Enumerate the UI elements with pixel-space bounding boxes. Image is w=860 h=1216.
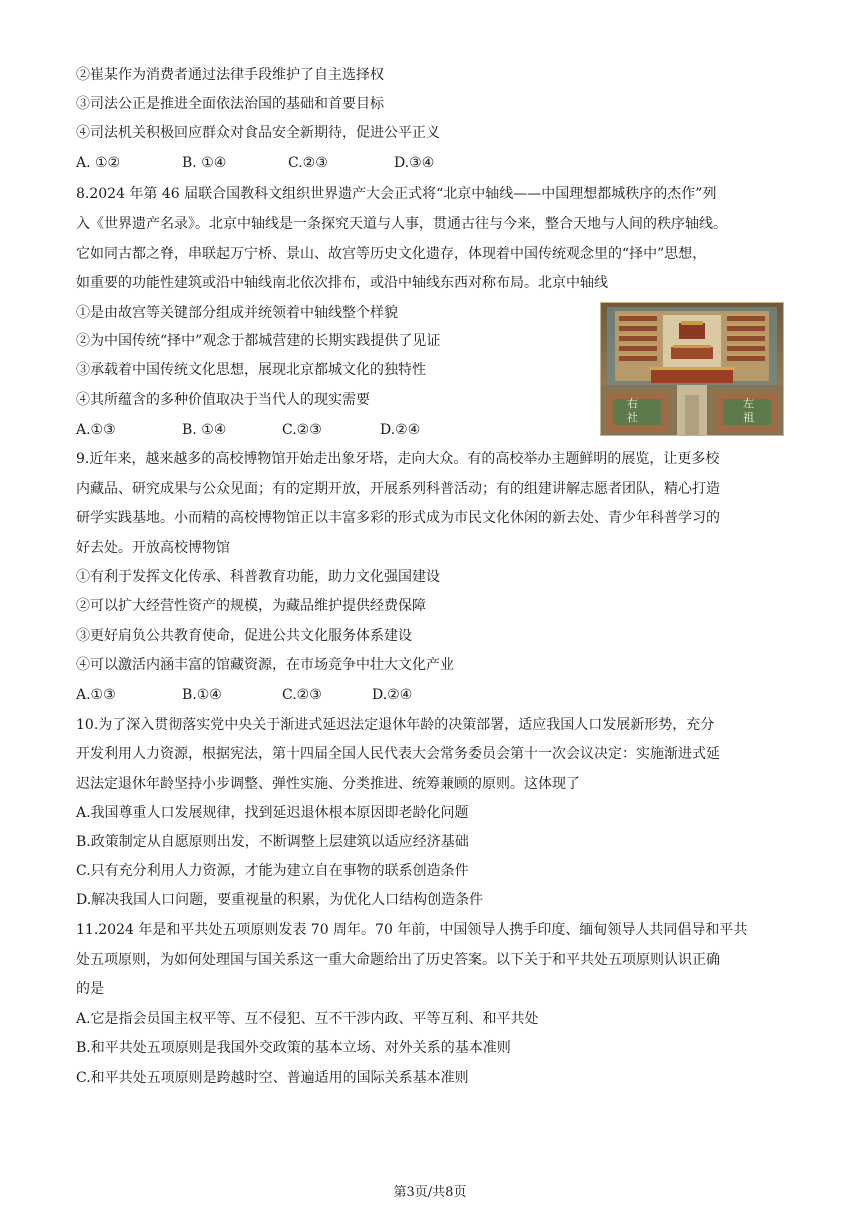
option-b: B. ①④: [182, 155, 227, 171]
prev-statement-4: ④司法机关积极回应群众对食品安全新期待，促进公平正义: [76, 125, 440, 141]
q11-choice-c: C.和平共处五项原则是跨越时空、普遍适用的国际关系基本准则: [76, 1070, 469, 1086]
q11-choice-b: B.和平共处五项原则是我国外交政策的基本立场、对外关系的基本准则: [76, 1040, 511, 1056]
q10-stem-line: 10.为了深入贯彻落实党中央关于渐进式延迟法定退休年龄的决策部署，适应我国人口发展新形势，充分: [76, 717, 715, 733]
q9-statement-4: ④可以激活内涵丰富的馆藏资源，在市场竞争中壮大文化产业: [76, 657, 454, 673]
q10-choice-a: A.我国尊重人口发展规律，找到延迟退休根本原因即老龄化问题: [76, 805, 469, 821]
q9-statement-2: ②可以扩大经营性资产的规模，为藏品维护提供经费保障: [76, 598, 426, 614]
q8-statement-2: ②为中国传统“择中”观念于都城营建的长期实践提供了见证: [76, 333, 441, 349]
q10-stem-line: 开发利用人力资源，根据宪法，第十四届全国人民代表大会常务委员会第十一次会议决定：实施渐进式延: [76, 746, 720, 762]
page-number: 第3页/共8页: [393, 1185, 467, 1200]
q11-stem-line: 的是: [76, 981, 104, 997]
q9-statement-3: ③更好肩负公共教育使命，促进公共文化服务体系建设: [76, 628, 412, 644]
option-a: A. ①②: [76, 155, 121, 171]
q8-statement-4: ④其所蕴含的多种价值取决于当代人的现实需要: [76, 392, 370, 408]
q8-stem-line: 8.2024 年第 46 届联合国教科文组织世界遗产大会正式将“北京中轴线——中国理想都城秩序的杰作”列: [76, 186, 717, 202]
option-a: A.①③: [76, 422, 116, 438]
q11-stem-line: 11.2024 年是和平共处五项原则发表 70 周年。70 年前，中国领导人携手印度、缅甸领导人共同倡导和平共: [76, 922, 748, 938]
option-b: B.①④: [182, 687, 222, 703]
q8-statement-3: ③承载着中国传统文化思想，展现北京都城文化的独特性: [76, 362, 426, 378]
q8-stem-line: 它如同古都之脊，串联起万宁桥、景山、故宫等历史文化遗存，体现着中国传统观念里的“择中”思想，: [76, 246, 707, 262]
q10-choice-b: B.政策制定从自愿原则出发，不断调整上层建筑以适应经济基础: [76, 834, 469, 850]
q9-stem-line: 内藏品、研究成果与公众见面；有的定期开放，开展系列科普活动；有的组建讲解志愿者团队，精心打造: [76, 481, 720, 497]
q10-stem-line: 迟法定退休年龄坚持小步调整、弹性实施、分类推进、统筹兼顾的原则。这体现了: [76, 776, 580, 792]
prev-statement-3: ③司法公正是推进全面依法治国的基础和首要目标: [76, 96, 384, 112]
q11-stem-line: 处五项原则，为如何处理国与国关系这一重大命题给出了历史答案。以下关于和平共处五项原则认识正确: [76, 952, 720, 968]
q8-stem-line: 如重要的功能性建筑或沿中轴线南北依次排布，或沿中轴线东西对称布局。北京中轴线: [76, 275, 608, 291]
option-a: A.①③: [76, 687, 116, 703]
q9-statement-1: ①有利于发挥文化传承、科普教育功能，助力文化强国建设: [76, 569, 440, 585]
q8-stem-line: 入《世界遗产名录》。北京中轴线是一条探究天道与人事，贯通古往与今来，整合天地与人间的秩序轴线。: [76, 216, 727, 232]
option-c: C.②③: [282, 422, 322, 438]
figure-label-right-2: 祖: [743, 411, 754, 424]
q10-choice-c: C.只有充分利用人力资源，才能为建立自在事物的联系创造条件: [76, 863, 469, 879]
figure-label-left-1: 右: [627, 397, 638, 410]
option-d: D.②④: [380, 422, 421, 438]
q9-stem-line: 研学实践基地。小而精的高校博物馆正以丰富多彩的形式成为市民文化休闲的新去处、青少年科普学习的: [76, 510, 720, 526]
option-d: D.②④: [372, 687, 413, 703]
q9-stem-line: 好去处。开放高校博物馆: [76, 540, 230, 556]
q10-choice-d: D.解决我国人口问题，要重视量的积累，为优化人口结构创造条件: [76, 892, 484, 908]
forbidden-city-model-image: [600, 302, 784, 436]
prev-statement-2: ②崔某作为消费者通过法律手段维护了自主选择权: [76, 67, 384, 83]
option-c: C.②③: [282, 687, 322, 703]
figure-label-right-1: 左: [743, 397, 754, 410]
figure-label-left-2: 社: [627, 411, 638, 424]
option-b: B. ①④: [182, 422, 227, 438]
option-d: D.③④: [394, 155, 435, 171]
q9-stem-line: 9.近年来，越来越多的高校博物馆开始走出象牙塔，走向大众。有的高校举办主题鲜明的展览，让更多校: [76, 451, 720, 467]
q11-choice-a: A.它是指会员国主权平等、互不侵犯、互不干涉内政、平等互利、和平共处: [76, 1011, 539, 1027]
q8-statement-1: ①是由故宫等关键部分组成并统领着中轴线整个样貌: [76, 305, 398, 321]
option-c: C.②③: [288, 155, 328, 171]
